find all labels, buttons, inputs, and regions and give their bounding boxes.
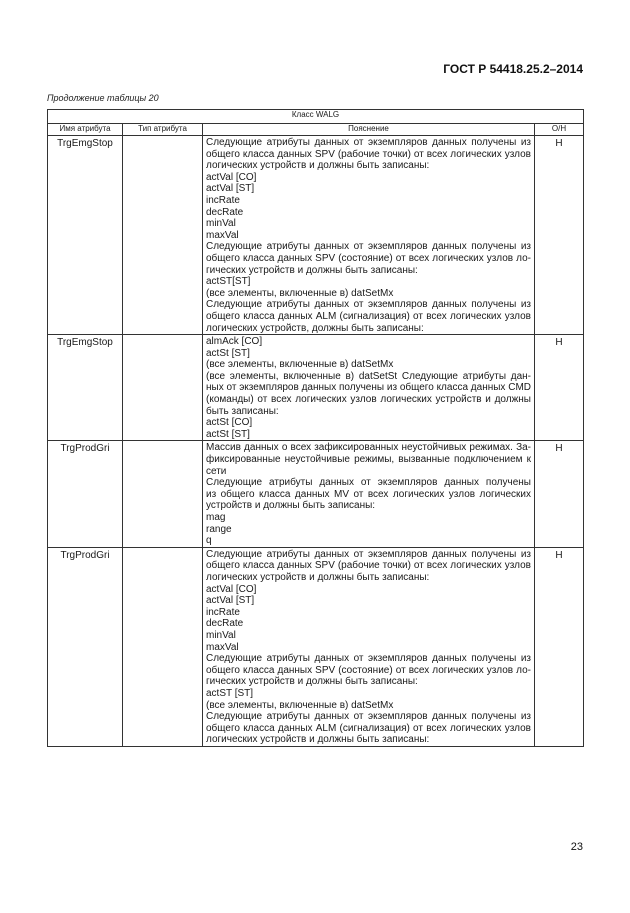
table-row: [48, 547, 584, 746]
description-line: actST[ST]: [206, 276, 251, 288]
attribute-name: TrgEmgStop: [48, 136, 123, 335]
description-line: общего класса данных SPV (рабочие точки) от всех логических узлов: [206, 148, 531, 160]
description-line: из общего класса данных MV от всех логических узлов логических: [206, 488, 531, 500]
description-line: Следующие атрибуты данных от экземпляров данных получены из: [206, 653, 531, 665]
mandatory-flag: Н: [535, 136, 584, 335]
description-line: almAck [CO]: [206, 336, 263, 348]
column-header-name: Имя атрибута: [48, 124, 123, 136]
description-line: decRate: [206, 206, 244, 218]
table-row: [48, 441, 584, 547]
column-header-mandatory: О/Н: [535, 124, 584, 136]
description-line: Следующие атрибуты данных от экземпляров данных получены из: [206, 137, 531, 148]
description-line: maxVal: [206, 229, 239, 241]
description-line: быть записаны:: [206, 405, 279, 417]
description-line: (все элементы, включенные в) datSetSt Следующие атрибуты дан-: [206, 370, 531, 382]
description-line: Следующие атрибуты данных от экземпляров данных получены из: [206, 299, 531, 311]
description-line: actVal [CO]: [206, 171, 257, 183]
description-line: (все элементы, включенные в) datSetMx: [206, 359, 394, 371]
attribute-description: [203, 136, 535, 335]
description-line: гических устройств и должны быть записаны:: [206, 264, 418, 276]
description-line: mag: [206, 512, 226, 523]
description-line: actVal [CO]: [206, 583, 257, 595]
description-line: actSt [CO]: [206, 417, 253, 429]
attributes-table: [47, 109, 584, 747]
standard-code: ГОСТ Р 54418.25.2–2014: [443, 62, 583, 76]
description-line: Следующие атрибуты данных от экземпляров данных получены: [206, 477, 531, 489]
mandatory-flag: Н: [535, 335, 584, 441]
description-line: minVal: [206, 629, 236, 641]
attribute-name: TrgProdGri: [48, 441, 123, 547]
description-line: (все элементы, включенные в) datSetMx: [206, 287, 394, 299]
description-line: decRate: [206, 618, 244, 630]
table-continuation-label: Продолжение таблицы 20: [47, 93, 159, 103]
mandatory-flag: Н: [535, 547, 584, 746]
description-line: логических устройств и должны быть записаны:: [206, 571, 430, 583]
attribute-description: [203, 335, 535, 441]
description-line: Следующие атрибуты данных от экземпляров данных получены из: [206, 548, 531, 560]
description-line: range: [206, 523, 232, 535]
description-line: общего класса данных ALM (сигнализация) от всех логических узлов: [206, 310, 531, 322]
description-line: гических устройств и должны быть записаны:: [206, 676, 418, 688]
attribute-name: TrgProdGri: [48, 547, 123, 746]
description-line: устройств и должны быть записаны:: [206, 500, 376, 512]
description-line: (команды) от всех логических узлов логических устройств и должны: [206, 394, 531, 406]
description-line: actVal [ST]: [206, 595, 255, 607]
attribute-type: [123, 441, 203, 547]
table-row: [48, 136, 584, 335]
description-line: incRate: [206, 194, 240, 206]
table-class-title-row: [48, 110, 584, 124]
class-title: Класс WALG: [48, 110, 584, 124]
attribute-description: [203, 547, 535, 746]
description-line: общего класса данных ALM (сигнализация) от всех логических узлов: [206, 722, 531, 734]
attribute-type: [123, 335, 203, 441]
description-line: incRate: [206, 606, 240, 618]
column-header-description: Пояснение: [203, 124, 535, 136]
description-line: actST [ST]: [206, 687, 254, 699]
description-line: q: [206, 535, 212, 547]
description-line: общего класса данных SPV (состояние) от всех логических узлов ло-: [206, 252, 531, 264]
attribute-type: [123, 547, 203, 746]
description-line: фиксированные неустойчивые режимы, вызванные подключением к: [206, 454, 531, 466]
attribute-name: TrgEmgStop: [48, 335, 123, 441]
description-line: (все элементы, включенные в) datSetMx: [206, 699, 394, 711]
description-line: логических устройств и должны быть записаны:: [206, 160, 430, 172]
description-line: общего класса данных SPV (состояние) от всех логических узлов ло-: [206, 664, 531, 676]
description-line: maxVal: [206, 641, 239, 653]
description-line: логических устройств, должны быть записаны:: [206, 322, 424, 334]
description-line: minVal: [206, 218, 236, 230]
mandatory-flag: Н: [535, 441, 584, 547]
table-row: [48, 335, 584, 441]
page-number: 23: [570, 841, 583, 853]
description-line: actSt [ST]: [206, 428, 250, 440]
description-line: Массив данных о всех зафиксированных неустойчивых режимах. За-: [206, 442, 531, 454]
description-line: actSt [ST]: [206, 347, 250, 359]
description-line: Следующие атрибуты данных от экземпляров данных получены из: [206, 711, 531, 723]
description-line: Следующие атрибуты данных от экземпляров данных получены из: [206, 241, 531, 253]
description-line: общего класса данных SPV (рабочие точки) от всех логических узлов: [206, 560, 531, 572]
description-line: сети: [206, 465, 227, 477]
attribute-description: [203, 441, 535, 547]
table-header-row: [48, 124, 584, 136]
description-line: ных от экземпляров данных получены из общего класса данных CMD: [206, 382, 531, 394]
column-header-type: Тип атрибута: [123, 124, 203, 136]
attribute-type: [123, 136, 203, 335]
description-line: actVal [ST]: [206, 183, 255, 195]
description-line: логических устройств и должны быть записаны:: [206, 734, 430, 746]
